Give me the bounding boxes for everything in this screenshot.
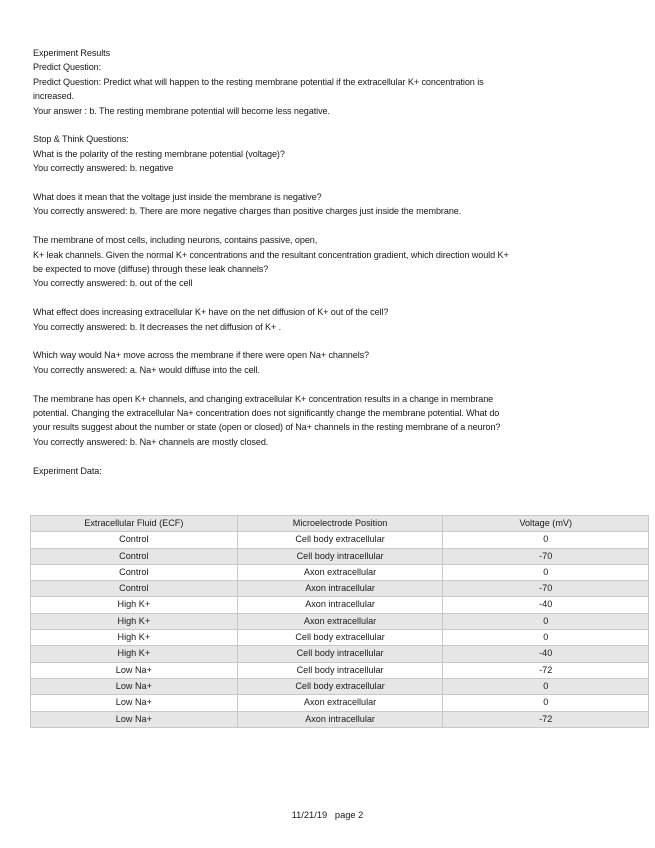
- cell-position: Axon intracellular: [237, 597, 443, 613]
- stop-think-heading: Stop & Think Questions:: [33, 134, 129, 145]
- table-row: [31, 646, 649, 662]
- cell-voltage: -40: [443, 646, 649, 662]
- question-5: Which way would Na+ move across the membrane if there were open Na+ channels?: [33, 350, 370, 361]
- cell-position: Cell body intracellular: [237, 548, 443, 564]
- column-header-position: Microelectrode Position: [237, 516, 443, 532]
- table-row: [31, 532, 649, 548]
- table-row: [31, 597, 649, 613]
- question-4: What effect does increasing extracellular K+ have on the net diffusion of K+ out of the cell?: [33, 307, 389, 318]
- cell-ecf: Control: [31, 548, 238, 564]
- experiment-data-heading: Experiment Data:: [33, 465, 102, 476]
- cell-voltage: 0: [443, 532, 649, 548]
- cell-ecf: High K+: [31, 597, 238, 613]
- table-header-row: [31, 516, 649, 532]
- cell-ecf: High K+: [31, 646, 238, 662]
- column-header-voltage: Voltage (mV): [443, 516, 649, 532]
- cell-position: Cell body extracellular: [237, 630, 443, 646]
- spacer: [33, 377, 623, 391]
- cell-ecf: Low Na+: [31, 678, 238, 694]
- cell-position: Axon intracellular: [237, 711, 443, 727]
- cell-position: Axon intracellular: [237, 581, 443, 597]
- question-3-line-2: K+ leak channels. Given the normal K+ concentrations and the resultant concentration gradient, which direction would K+: [33, 249, 509, 260]
- question-6-line-2: potential. Changing the extracellular Na+ concentration does not significantly change the membrane potential. What do: [33, 408, 500, 419]
- table-row: [31, 581, 649, 597]
- cell-position: Cell body intracellular: [237, 662, 443, 678]
- table-row: [31, 695, 649, 711]
- answer-4: You correctly answered: b. It decreases the net diffusion of K+ .: [33, 321, 282, 332]
- footer-page-number: page 2: [334, 810, 364, 820]
- spacer: [33, 291, 623, 305]
- table-row: [31, 678, 649, 694]
- table-row: [31, 630, 649, 646]
- document-body: [33, 46, 623, 478]
- spacer: [33, 118, 623, 132]
- results-heading: Experiment Results: [33, 48, 111, 58]
- spacer: [33, 176, 623, 190]
- cell-voltage: -72: [443, 711, 649, 727]
- cell-position: Axon extracellular: [237, 695, 443, 711]
- cell-voltage: 0: [443, 678, 649, 694]
- table-row: [31, 711, 649, 727]
- cell-ecf: High K+: [31, 630, 238, 646]
- cell-position: Cell body extracellular: [237, 532, 443, 548]
- cell-voltage: 0: [443, 564, 649, 580]
- cell-ecf: Low Na+: [31, 662, 238, 678]
- cell-voltage: 0: [443, 630, 649, 646]
- cell-voltage: -70: [443, 548, 649, 564]
- column-header-ecf: Extracellular Fluid (ECF): [31, 516, 238, 532]
- experiment-data-table-wrapper: [30, 515, 649, 728]
- table-row: [31, 564, 649, 580]
- page-footer: [0, 810, 655, 820]
- spacer: [33, 334, 623, 348]
- cell-ecf: Low Na+: [31, 711, 238, 727]
- table-row: [31, 613, 649, 629]
- cell-ecf: Control: [31, 581, 238, 597]
- answer-2: You correctly answered: b. There are more negative charges than positive charges just inside the membrane.: [33, 206, 462, 217]
- cell-voltage: -70: [443, 581, 649, 597]
- question-6-line-1: The membrane has open K+ channels, and changing extracellular K+ concentration results in a change in membrane: [33, 393, 494, 404]
- predict-heading: Predict Question:: [33, 62, 102, 73]
- answer-5: You correctly answered: a. Na+ would diffuse into the cell.: [33, 364, 260, 375]
- cell-position: Axon extracellular: [237, 564, 443, 580]
- cell-ecf: Control: [31, 564, 238, 580]
- cell-ecf: Control: [31, 532, 238, 548]
- cell-position: Cell body intracellular: [237, 646, 443, 662]
- question-3-line-1: The membrane of most cells, including neurons, contains passive, open,: [33, 235, 318, 246]
- cell-ecf: High K+: [31, 613, 238, 629]
- table-row: [31, 548, 649, 564]
- cell-position: Cell body extracellular: [237, 678, 443, 694]
- experiment-data-table: [30, 515, 649, 728]
- predict-question-line-2: increased.: [33, 91, 74, 102]
- answer-1: You correctly answered: b. negative: [33, 163, 174, 174]
- answer-3: You correctly answered: b. out of the cell: [33, 278, 193, 289]
- question-3-line-3: be expected to move (diffuse) through these leak channels?: [33, 264, 269, 275]
- cell-voltage: 0: [443, 613, 649, 629]
- table-row: [31, 662, 649, 678]
- question-1: What is the polarity of the resting membrane potential (voltage)?: [33, 148, 285, 159]
- spacer: [33, 449, 623, 463]
- cell-ecf: Low Na+: [31, 695, 238, 711]
- predict-answer: Your answer : b. The resting membrane potential will become less negative.: [33, 105, 330, 116]
- cell-voltage: -40: [443, 597, 649, 613]
- spacer: [33, 219, 623, 233]
- predict-question-line-1: Predict Question: Predict what will happen to the resting membrane potential if the extracellular K+ concentration is: [33, 76, 484, 87]
- cell-position: Axon extracellular: [237, 613, 443, 629]
- footer-date: 11/21/19: [291, 810, 328, 820]
- cell-voltage: 0: [443, 695, 649, 711]
- question-2: What does it mean that the voltage just inside the membrane is negative?: [33, 192, 322, 203]
- question-6-line-3: your results suggest about the number or state (open or closed) of Na+ channels in the resting membrane of a neuron?: [33, 422, 501, 433]
- cell-voltage: -72: [443, 662, 649, 678]
- answer-6: You correctly answered: b. Na+ channels are mostly closed.: [33, 436, 269, 447]
